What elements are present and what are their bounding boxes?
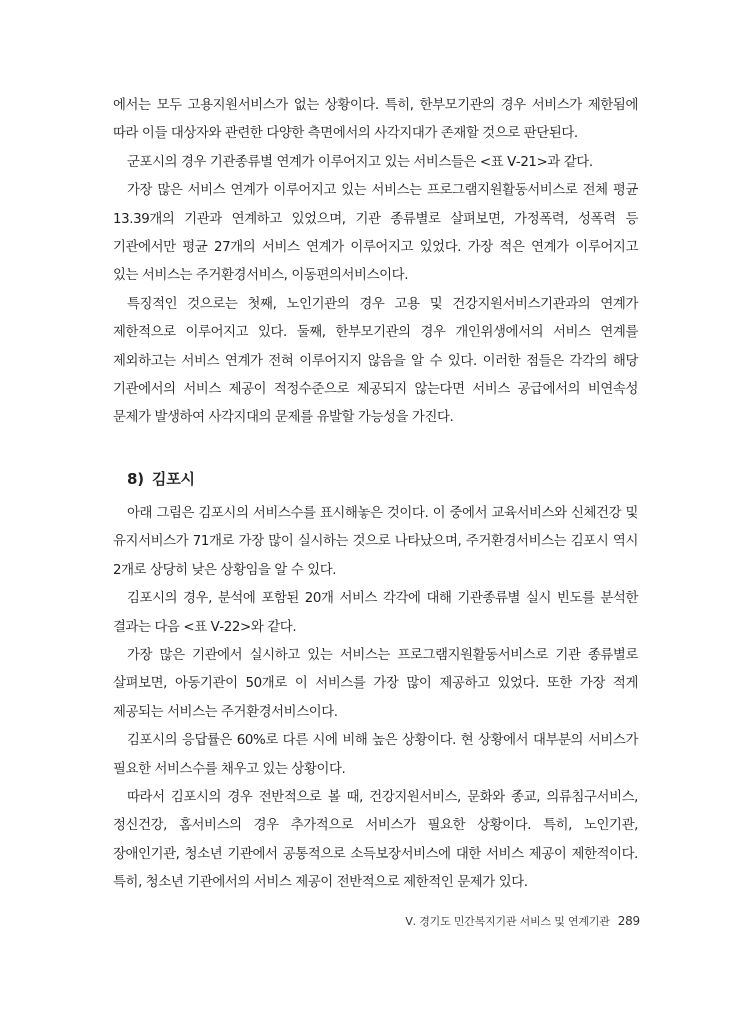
page-footer — [405, 913, 640, 929]
body-paragraph: 아래 그림은 김포시의 서비스수를 표시해놓은 것이다. 이 중에서 교육서비스와 신체건강 및 유지서비스가 71개로 가장 많이 실시하는 것으로 나타났으며, 주거환경서비스는 김포시 역시 2개로 상당히 낮은 상황임을 알 수 있다. — [113, 505, 638, 578]
page-number: 289 — [617, 914, 640, 928]
document-body — [113, 92, 638, 898]
body-paragraph: 가장 많은 기관에서 실시하고 있는 서비스는 프로그램지원활동서비스로 기관 종류별로 살펴보면, 아동기관이 50개로 이 서비스를 가장 많이 제공하고 있었다. 또한 가장 적게 제공되는 서비스는 주거환경서비스이다. — [113, 647, 638, 720]
section-title: 김포시 — [151, 469, 195, 488]
body-paragraph: 김포시의 경우, 분석에 포함된 20개 서비스 각각에 대해 기관종류별 실시 빈도를 분석한 결과는 다음 <표 Ⅴ-22>와 같다. — [113, 591, 638, 635]
body-paragraph: 따라서 김포시의 경우 전반적으로 볼 때, 건강지원서비스, 문화와 종교, 의류침구서비스, 정신건강, 홈서비스의 경우 추가적으로 서비스가 필요한 상황이다. 특히, 노인기관, 장애인기관, 청소년 기관에서 공통적으로 소득보장서비스에 대한 서비스 제공이 제한적이다. 특히, 청소년 기관에서의 서비스 제공이 전반적으로 제한적인 문제가 있다. — [113, 789, 638, 891]
body-paragraph: 김포시의 응답률은 60%로 다른 시에 비해 높은 상황이다. 현 상황에서 대부분의 서비스가 필요한 서비스수를 채우고 있는 상황이다. — [113, 733, 638, 777]
footer-chapter: Ⅴ. 경기도 민간복지기관 서비스 및 연계기관 — [405, 915, 610, 928]
section-number: 8) — [127, 469, 144, 488]
paragraph-group-before — [113, 92, 638, 433]
body-paragraph: 가장 많은 서비스 연계가 이루어지고 있는 서비스는 프로그램지원활동서비스로 전체 평균 13.39개의 기관과 연계하고 있었으며, 기관 종류별로 살펴보면, 가정폭력, 성폭력 등 기관에서만 평균 27개의 서비스 연계가 이루어지고 있었다. 가장 적은 연계가 이루어지고 있는 서비스는 주거환경서비스, 이동편의서비스이다. — [113, 183, 638, 284]
section-heading — [127, 469, 638, 489]
body-paragraph: 특징적인 것으로는 첫째, 노인기관의 경우 고용 및 건강지원서비스기관과의 연계가 제한적으로 이루어지고 있다. 둘째, 한부모기관의 경우 개인위생에서의 서비스 연계를 제외하고는 서비스 연계가 전혀 이루어지지 않음을 알 수 있다. 이러한 점들은 각각의 해당 기관에서의 서비스 제공이 적정수준으로 제공되지 않는다면 서비스 공급에서의 비연속성 문제가 발생하여 사각지대의 문제를 유발할 가능성을 가진다. — [113, 296, 638, 426]
paragraph-group-after — [113, 500, 638, 898]
body-paragraph: 군포시의 경우 기관종류별 연계가 이루어지고 있는 서비스들은 <표 Ⅴ-21>과 같다. — [127, 154, 593, 170]
body-paragraph: 에서는 모두 고용지원서비스가 없는 상황이다. 특히, 한부모기관의 경우 서비스가 제한됨에 따라 이들 대상자와 관련한 다양한 측면에서의 사각지대가 존재할 것으로 판단된다. — [113, 98, 638, 142]
